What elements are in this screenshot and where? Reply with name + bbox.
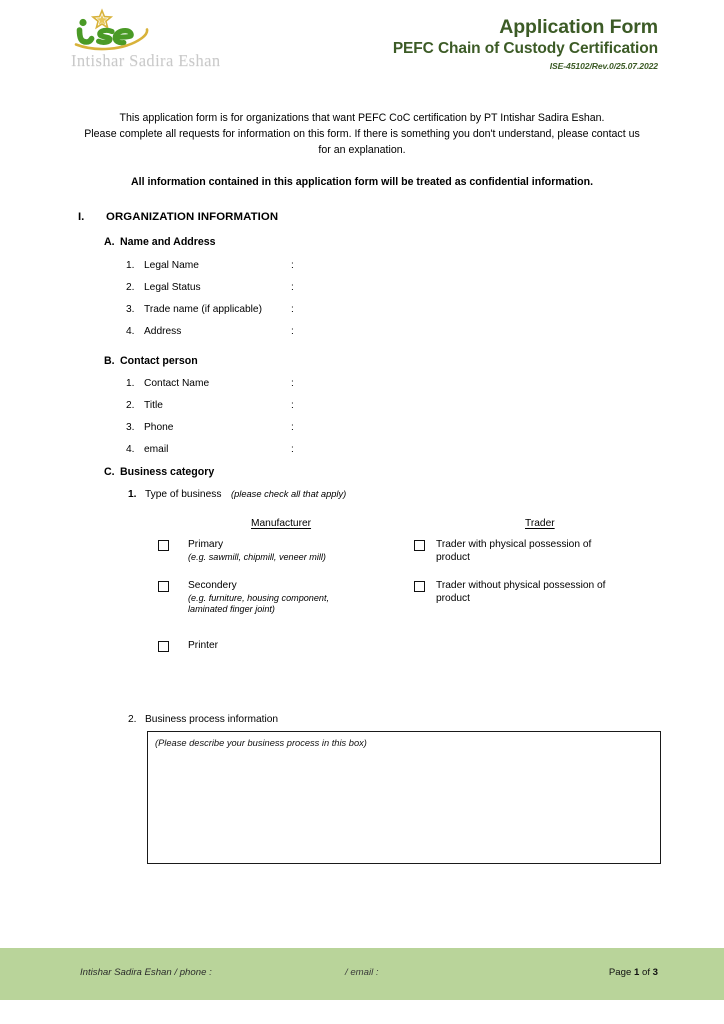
- intro-line-1: This application form is for organizations that want PEFC CoC certification by PT Intishar Sadira Eshan.: [119, 112, 605, 124]
- field-label-phone: Phone: [144, 422, 174, 433]
- checkbox-label-trader-without-possession-text: Trader without physical possession of product: [436, 580, 606, 604]
- item-label-business-process-information: Business process information: [145, 714, 279, 725]
- footer-company-phone: Intishar Sadira Eshan / phone :: [80, 967, 212, 978]
- footer-page-current: 1: [633, 967, 640, 978]
- checkbox-label-printer: [188, 640, 358, 653]
- intro-text: [62, 110, 662, 190]
- item-number-1: 1.: [128, 489, 137, 500]
- field-label-email: email: [144, 444, 169, 455]
- checkbox-label-secondery: [188, 580, 368, 615]
- item-label-type-of-business: Type of business: [145, 489, 222, 500]
- checkbox-trader-without-possession[interactable]: [414, 581, 425, 592]
- field-colon: :: [291, 282, 294, 293]
- footer-page-prefix: Page: [608, 967, 634, 978]
- document-title-block: [393, 16, 658, 71]
- field-number: 4.: [126, 444, 135, 455]
- checkbox-note-secondery: (e.g. furniture, housing component, laminated finger joint): [188, 592, 330, 614]
- checkbox-secondery[interactable]: [158, 581, 169, 592]
- checkbox-label-trader-with-possession: [436, 539, 624, 564]
- group-title-name-and-address: Name and Address: [120, 236, 216, 248]
- checkbox-label-primary: [188, 539, 358, 563]
- field-label-title: Title: [144, 400, 163, 411]
- intro-line-3: for an explanation.: [318, 144, 406, 156]
- checkbox-primary[interactable]: [158, 540, 169, 551]
- group-title-contact-person: Contact person: [120, 355, 198, 367]
- field-number: 3.: [126, 304, 135, 315]
- field-colon: :: [291, 400, 294, 411]
- footer-page-middle: of: [639, 967, 653, 978]
- group-title-business-category: Business category: [120, 466, 215, 478]
- field-number: 4.: [126, 326, 135, 337]
- field-colon: :: [291, 260, 294, 271]
- field-colon: :: [291, 444, 294, 455]
- section-number-i: I.: [78, 211, 85, 223]
- page-footer: [0, 948, 724, 1000]
- checkbox-label-primary-text: Primary: [188, 539, 224, 550]
- field-label-address: Address: [144, 326, 182, 337]
- ise-logo-icon: [68, 8, 178, 52]
- group-letter-c: C.: [104, 466, 115, 478]
- field-number: 2.: [126, 400, 135, 411]
- section-title-organization-information: ORGANIZATION INFORMATION: [106, 211, 279, 223]
- field-label-legal-name: Legal Name: [144, 260, 199, 271]
- field-label-trade-name: Trade name (if applicable): [144, 304, 262, 315]
- item-number-2: 2.: [128, 714, 137, 725]
- field-number: 1.: [126, 260, 135, 271]
- field-number: 2.: [126, 282, 135, 293]
- field-colon: :: [291, 304, 294, 315]
- document-code: ISE-45102/Rev.0/25.07.2022: [549, 61, 658, 72]
- checkbox-label-trader-without-possession: [436, 580, 632, 605]
- field-number: 1.: [126, 378, 135, 389]
- field-label-contact-name: Contact Name: [144, 378, 210, 389]
- group-letter-a: A.: [104, 236, 115, 248]
- company-logo: [68, 8, 298, 71]
- field-label-legal-status: Legal Status: [144, 282, 201, 293]
- group-letter-b: B.: [104, 355, 115, 367]
- logo-wordmark: Intishar Sadira Eshan: [71, 51, 221, 70]
- business-process-textarea[interactable]: [147, 731, 661, 864]
- column-title-trader: Trader: [525, 518, 555, 529]
- business-process-placeholder: (Please describe your business process in this box): [155, 738, 367, 748]
- document-title: Application Form: [499, 16, 658, 38]
- field-number: 3.: [126, 422, 135, 433]
- field-colon: :: [291, 326, 294, 337]
- checkbox-label-secondery-text: Secondery: [188, 580, 237, 591]
- intro-line-2: Please complete all requests for information on this form. If there is something you don't understand, please contact us: [84, 128, 640, 140]
- checkbox-note-primary: (e.g. sawmill, chipmill, veneer mill): [188, 551, 326, 562]
- field-colon: :: [291, 422, 294, 433]
- field-colon: :: [291, 378, 294, 389]
- document-subtitle: PEFC Chain of Custody Certification: [392, 39, 658, 57]
- item-hint-check-all-that-apply: (please check all that apply): [231, 489, 347, 499]
- confidentiality-notice: All information contained in this application form will be treated as confidential information.: [130, 176, 594, 188]
- checkbox-label-trader-with-possession-text: Trader with physical possession of product: [436, 539, 592, 563]
- checkbox-printer[interactable]: [158, 641, 169, 652]
- footer-page-total: 3: [652, 967, 658, 978]
- checkbox-trader-with-possession[interactable]: [414, 540, 425, 551]
- checkbox-label-printer-text: Printer: [188, 640, 219, 651]
- footer-page-number: [609, 967, 658, 978]
- column-title-manufacturer: Manufacturer: [251, 518, 312, 529]
- footer-email: / email :: [345, 967, 379, 978]
- document-header: [0, 0, 724, 92]
